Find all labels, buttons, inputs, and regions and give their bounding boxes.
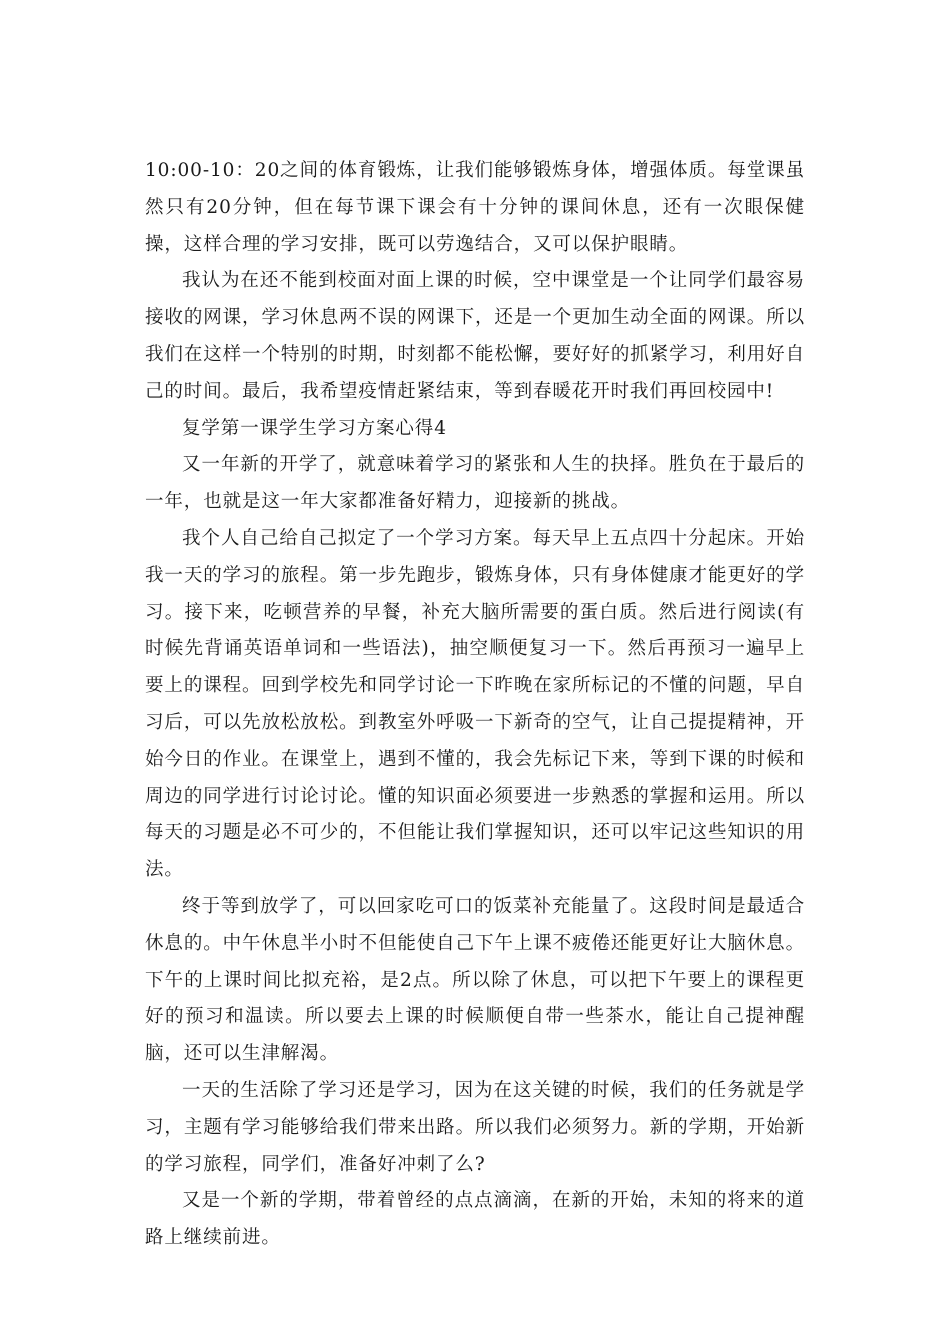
paragraph-online-class-opinion: 我认为在还不能到校面对面上课的时候，空中课堂是一个让同学们最容易接收的网课，学习休息两不误的网课下，还是一个更加生动全面的网课。所以我们在这样一个特别的时期，时刻都不能松懈，要好好的抓紧学习，利用好自己的时间。最后，我希望疫情赶紧结束，等到春暖花开时我们再回校园中! (145, 270, 805, 402)
paragraph-study-plan: 我个人自己给自己拟定了一个学习方案。每天早上五点四十分起床。开始我一天的学习的旅程。第一步先跑步，锻炼身体，只有身体健康才能更好的学习。接下来，吃顿营养的早餐，补充大脑所需要的蛋白质。然后进行阅读(有时候先背诵英语单词和一些语法)，抽空顺便复习一下。然后再预习一遍早上要上的课程。回到学校先和同学讨论一下昨晚在家所标记的不懂的问题，早自习后，可以先放松放松。到教室外呼吸一下新奇的空气，让自己提提精神，开始今日的作业。在课堂上，遇到不懂的，我会先标记下来，等到下课的时候和周边的同学进行讨论讨论。懂的知识面必须要进一步熟悉的掌握和运用。所以每天的习题是必不可少的，不但能让我们掌握知识，还可以牢记这些知识的用法。 (145, 527, 805, 881)
document-body (145, 153, 805, 1257)
paragraph-continuation: 10:00-10：20之间的体育锻炼，让我们能够锻炼身体，增强体质。每堂课虽然只有20分钟，但在每节课下课会有十分钟的课间休息，还有一次眼保健操，这样合理的学习安排，既可以劳逸结合，又可以保护眼睛。 (145, 160, 805, 255)
section-heading: 复学第一课学生学习方案心得4 (182, 417, 447, 439)
paragraph-after-school: 终于等到放学了，可以回家吃可口的饭菜补充能量了。这段时间是最适合休息的。中午休息半小时不但能使自己下午上课不疲倦还能更好让大脑休息。下午的上课时间比拟充裕，是2点。所以除了休息，可以把下午要上的课程更好的预习和温读。所以要去上课的时候顺便自带一些茶水，能让自己提神醒脑，还可以生津解渴。 (145, 895, 805, 1065)
paragraph-new-semester: 又一年新的开学了，就意味着学习的紧张和人生的抉择。胜负在于最后的一年，也就是这一年大家都准备好精力，迎接新的挑战。 (145, 454, 805, 513)
paragraph-closing: 又是一个新的学期，带着曾经的点点滴滴，在新的开始，未知的将来的道路上继续前进。 (145, 1190, 805, 1249)
paragraph-daily-life: 一天的生活除了学习还是学习，因为在这关键的时候，我们的任务就是学习，主题有学习能够给我们带来出路。所以我们必须努力。新的学期，开始新的学习旅程，同学们，准备好冲刺了么? (145, 1079, 805, 1175)
